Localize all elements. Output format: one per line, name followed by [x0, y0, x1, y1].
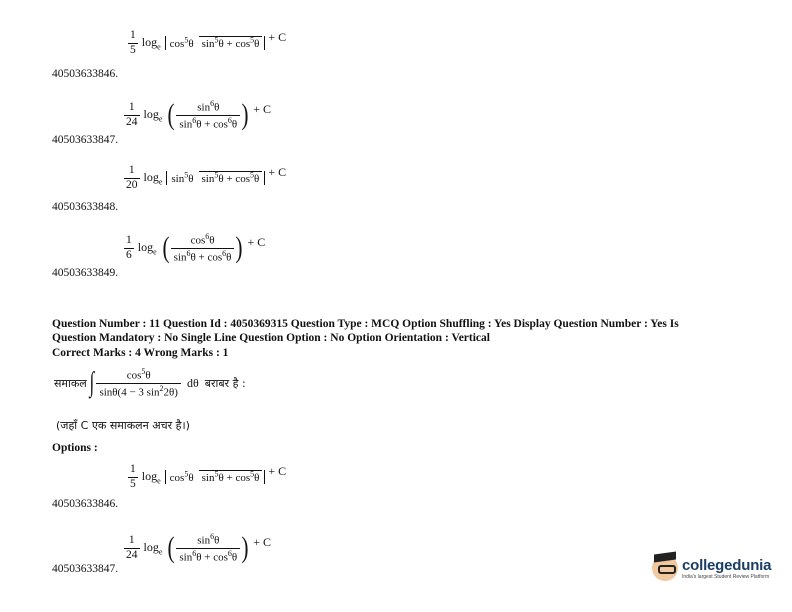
- plus-constant: + C: [268, 463, 287, 478]
- coefficient-fraction: $\frac{1}{5}$: [130, 29, 136, 56]
- log-label: $\log_e$: [141, 468, 161, 486]
- question-statement: [54, 368, 246, 398]
- log-label: $\log_e$: [143, 106, 163, 124]
- log-label: $\log_e$: [141, 34, 161, 52]
- option-expression: [128, 464, 286, 490]
- question-note: (जहाँ C एक समाकलन अचर है।): [56, 419, 190, 432]
- logo-tagline: India's largest Student Review Platform: [682, 573, 770, 580]
- left-paren: (: [167, 98, 175, 132]
- argument-fraction: $\cos^5\theta$ $\sin^5\theta + \cos^5\theta$: [165, 470, 266, 484]
- plus-constant: + C: [268, 29, 287, 44]
- question-suffix: बराबर है :: [204, 376, 246, 390]
- right-paren: ): [235, 231, 243, 265]
- d-theta: dθ: [186, 375, 199, 390]
- question-meta-line2: Question Mandatory : No Single Line Question Option : No Option Orientation : Vertical: [52, 332, 490, 344]
- option-id: 40503633849.: [52, 267, 119, 279]
- argument-fraction: $\frac{\sin^6\theta}{\sin^6\theta + \cos^6\theta}$: [176, 533, 240, 563]
- collegedunia-logo: [652, 555, 771, 581]
- right-paren: ): [241, 98, 249, 132]
- option-id: 40503633846.: [52, 68, 119, 80]
- coefficient-fraction: $\frac{1}{5}$: [130, 463, 136, 490]
- question-prefix: समाकल: [54, 376, 87, 390]
- options-label: Options :: [52, 442, 98, 454]
- left-paren: (: [167, 531, 175, 565]
- option-id: 40503633846.: [52, 498, 119, 510]
- option-expression: [124, 100, 271, 130]
- plus-constant: + C: [253, 101, 271, 116]
- log-label: $\log_e$: [143, 539, 163, 557]
- log-label: $\log_e$: [137, 239, 157, 257]
- plus-constant: + C: [253, 534, 271, 549]
- question-fraction: $\frac{\cos^5\theta}{\sin\theta(4 - 3 \sin^22\theta)}$: [96, 368, 181, 398]
- logo-name: collegedunia: [682, 556, 772, 574]
- option-expression: [124, 165, 286, 191]
- question-marks: Correct Marks : 4 Wrong Marks : 1: [52, 347, 229, 359]
- coefficient-fraction: $\frac{1}{24}$: [126, 101, 138, 128]
- option-expression: [124, 233, 265, 263]
- right-paren: ): [241, 531, 249, 565]
- argument-fraction: $\sin^5\theta$ $\sin^5\theta + \cos^5\theta$: [166, 171, 265, 185]
- coefficient-fraction: $\frac{1}{20}$: [126, 164, 138, 191]
- argument-fraction: $\frac{\cos^6\theta}{\sin^6\theta + \cos^6\theta}$: [171, 233, 235, 263]
- graduate-face-icon: [652, 555, 678, 581]
- option-id: 40503633847.: [52, 134, 119, 146]
- integral-sign: ∫: [89, 367, 94, 399]
- plus-constant: + C: [247, 234, 266, 249]
- argument-fraction: $\cos^5\theta$ $\sin^5\theta + \cos^5\theta$: [165, 36, 266, 50]
- option-expression: [124, 533, 271, 563]
- option-expression: [128, 30, 286, 56]
- log-label: $\log_e$: [143, 169, 163, 187]
- argument-fraction: $\frac{\sin^6\theta}{\sin^6\theta + \cos^6\theta}$: [176, 100, 240, 130]
- option-id: 40503633848.: [52, 201, 119, 213]
- coefficient-fraction: $\frac{1}{24}$: [126, 534, 138, 561]
- question-meta-line1: Question Number : 11 Question Id : 4050369315 Question Type : MCQ Option Shuffling : Yes Display Question Number : Yes Is: [52, 318, 679, 330]
- coefficient-fraction: $\frac{1}{6}$: [126, 234, 132, 261]
- left-paren: (: [162, 231, 170, 265]
- plus-constant: + C: [268, 164, 287, 179]
- option-id: 40503633847.: [52, 563, 119, 575]
